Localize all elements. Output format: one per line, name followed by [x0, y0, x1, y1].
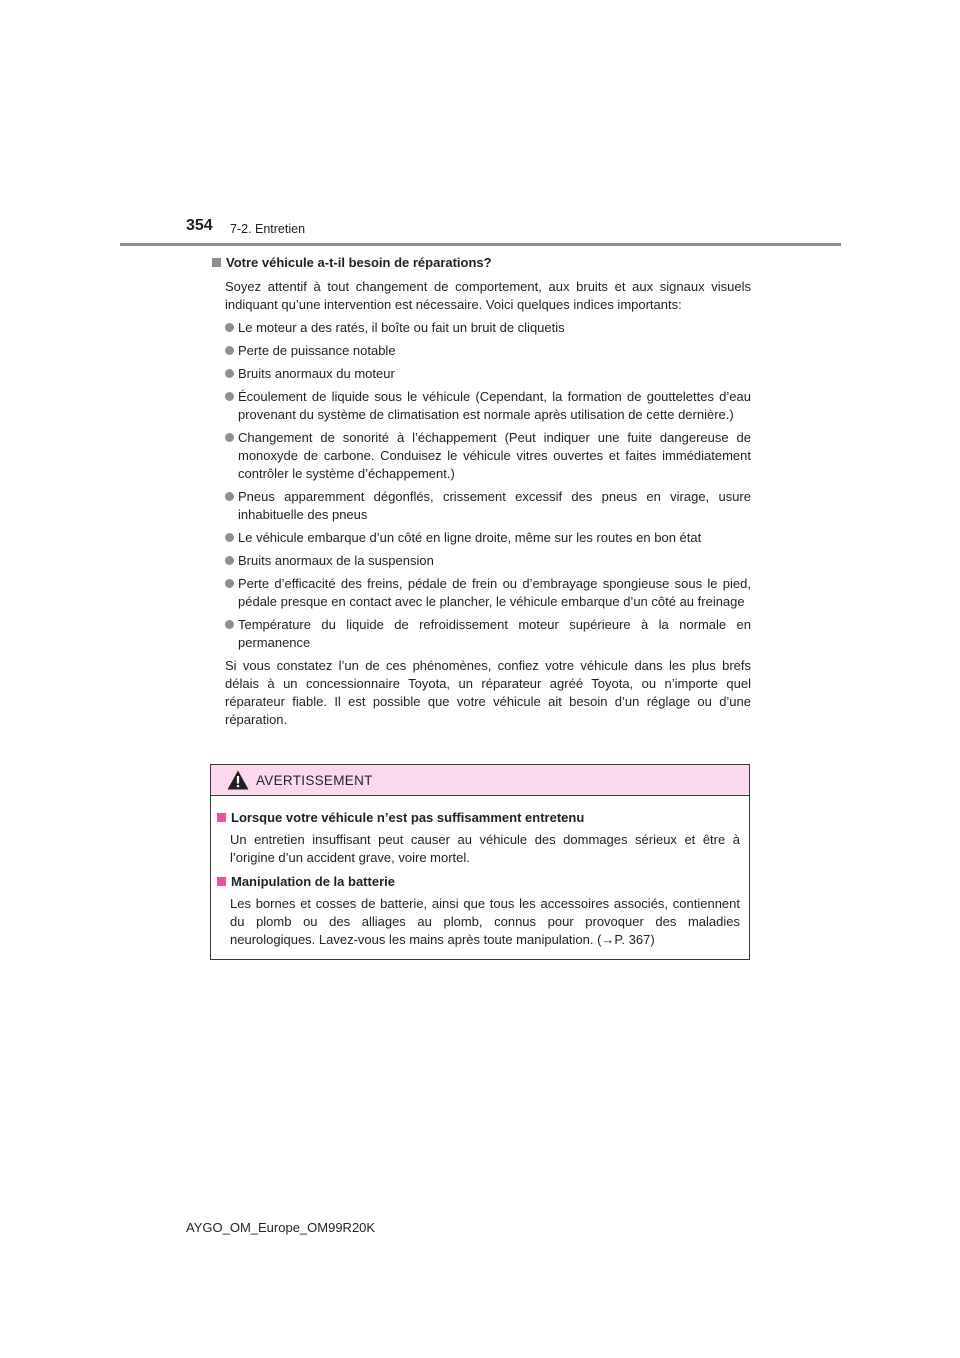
round-bullet-icon — [225, 323, 234, 332]
list-item: Écoulement de liquide sous le véhicule (Cependant, la formation de gouttelettes d’eau provenant du système de climatisation est normale après utilisation de cette dernière.) — [225, 388, 751, 424]
warning-header — [211, 765, 749, 796]
page-number: 354 — [186, 217, 213, 234]
list-item: Pneus apparemment dégonflés, crissement excessif des pneus en virage, usure inhabituelle des pneus — [225, 488, 751, 524]
round-bullet-icon — [225, 556, 234, 565]
round-bullet-icon — [225, 492, 234, 501]
symptom-list — [211, 319, 751, 652]
section-title: 7-2. Entretien — [230, 222, 306, 236]
main-heading — [211, 254, 751, 272]
list-item: Température du liquide de refroidissement moteur supérieure à la normale en permanence — [225, 616, 751, 652]
warning-heading: Lorsque votre véhicule n’est pas suffisamment entretenu — [216, 809, 740, 827]
square-bullet-icon — [212, 258, 221, 267]
list-item: Bruits anormaux de la suspension — [225, 552, 751, 570]
warning-paragraph: Un entretien insuffisant peut causer au véhicule des dommages sérieux et être à l’origine d’un accident grave, voire mortel. — [230, 832, 740, 865]
round-bullet-icon — [225, 346, 234, 355]
list-item: Perte de puissance notable — [225, 342, 751, 360]
list-item: Changement de sonorité à l’échappement (Peut indiquer une fuite dangereuse de monoxyde de carbone. Conduisez le véhicule vitres ouvertes et faites immédiatement contrôler le système d’échappement.) — [225, 429, 751, 483]
list-item: Le véhicule embarque d’un côté en ligne droite, même sur les routes en bon état — [225, 529, 751, 547]
main-heading-text: Votre véhicule a-t-il besoin de réparations? — [226, 255, 492, 270]
main-content — [211, 254, 751, 734]
round-bullet-icon — [225, 392, 234, 401]
square-bullet-icon — [217, 813, 226, 822]
round-bullet-icon — [225, 433, 234, 442]
intro-paragraph: Soyez attentif à tout changement de comportement, aux bruits et aux signaux visuels indiquant qu’une intervention est nécessaire. Voici quelques indices importants: — [225, 279, 751, 312]
conclusion-paragraph: Si vous constatez l’un de ces phénomènes, confiez votre véhicule dans les plus brefs délais à un concessionnaire Toyota, un réparateur agréé Toyota, ou n’importe quel réparateur fiable. Il est possible que votre véhicule ait besoin d’un réglage ou d’une réparation. — [225, 658, 751, 727]
footer-doc-id: AYGO_OM_Europe_OM99R20K — [186, 1220, 376, 1235]
list-item: Perte d’efficacité des freins, pédale de frein ou d’embrayage spongieuse sous le pied, pédale presque en contact avec le plancher, le véhicule embarque d’un côté au freinage — [225, 575, 751, 611]
warning-box — [210, 764, 750, 960]
warning-heading: Manipulation de la batterie — [216, 873, 740, 891]
square-bullet-icon — [217, 877, 226, 886]
warning-title: AVERTISSEMENT — [256, 773, 373, 788]
list-item: Le moteur a des ratés, il boîte ou fait un bruit de cliquetis — [225, 319, 751, 337]
header-rule — [120, 243, 841, 246]
list-item: Bruits anormaux du moteur — [225, 365, 751, 383]
round-bullet-icon — [225, 579, 234, 588]
round-bullet-icon — [225, 369, 234, 378]
warning-paragraph: Les bornes et cosses de batterie, ainsi que tous les accessoires associés, contiennent du plomb ou des alliages au plomb, connus pour provoquer des maladies neurologiques. Lavez-vous les mains après toute manipulation. (→P. 367) — [230, 896, 740, 947]
warning-body — [216, 809, 740, 955]
round-bullet-icon — [225, 620, 234, 629]
round-bullet-icon — [225, 533, 234, 542]
warning-triangle-icon — [227, 770, 249, 790]
